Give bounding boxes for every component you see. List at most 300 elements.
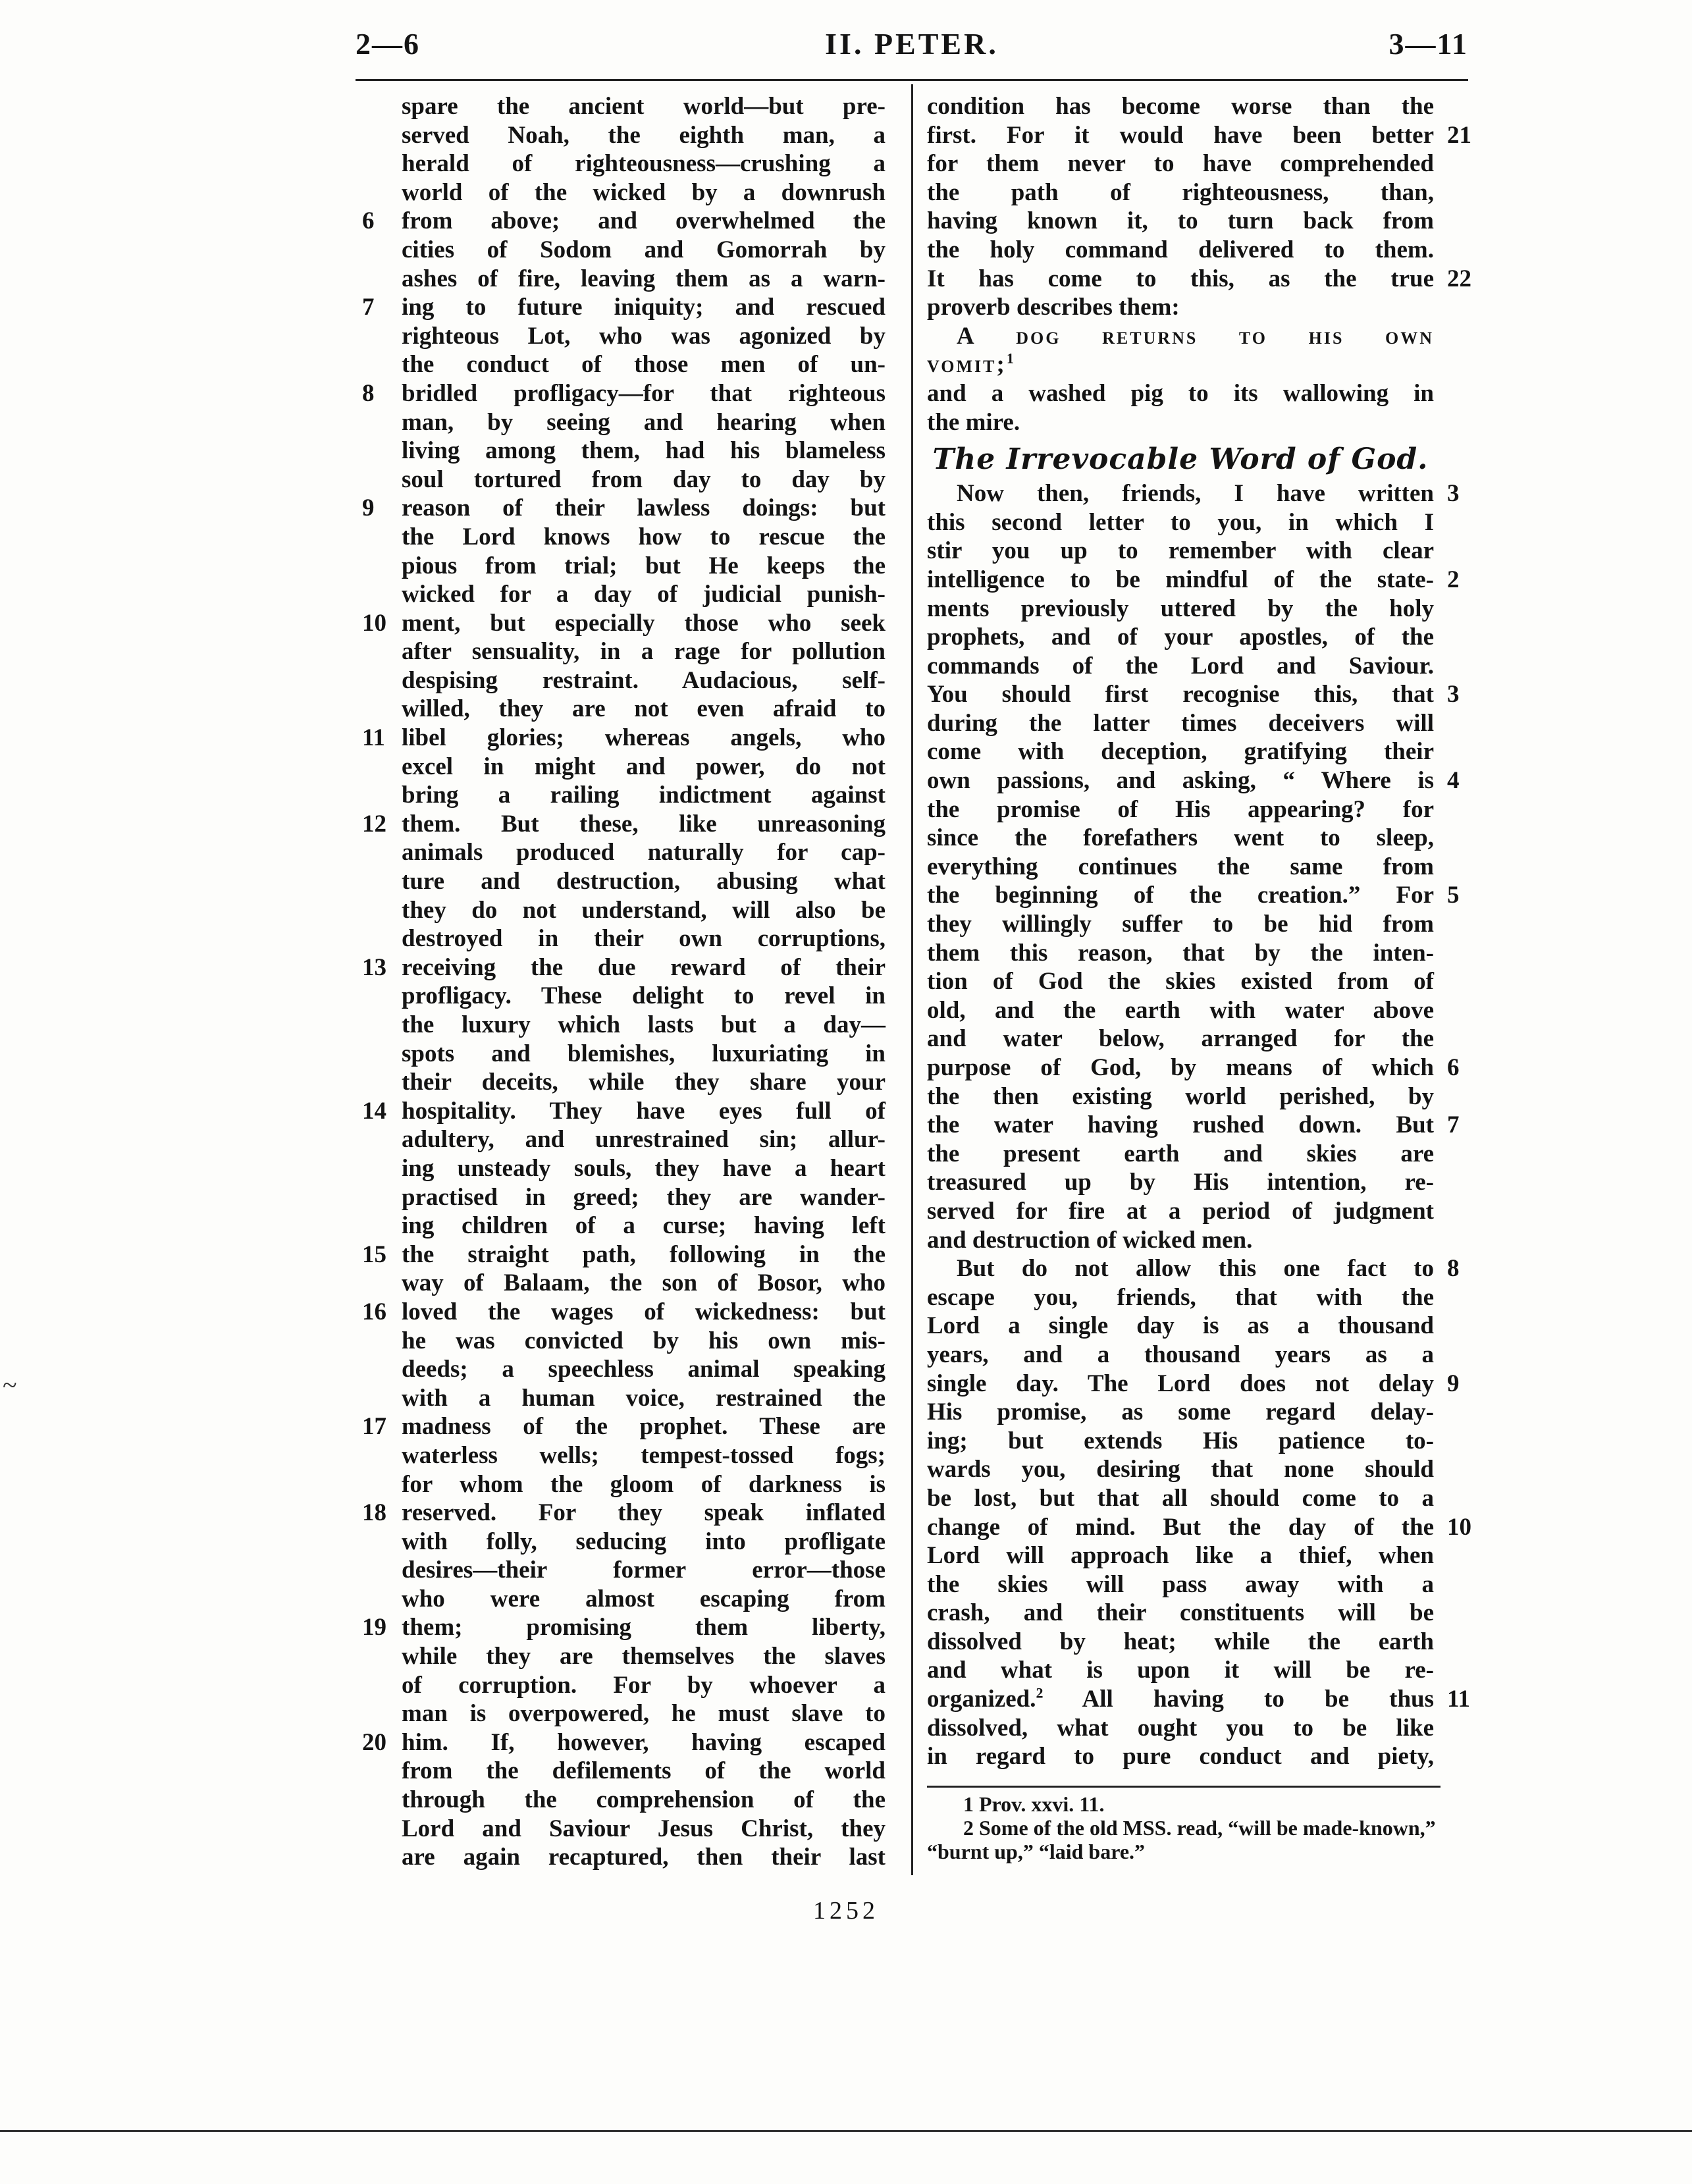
line-text bbox=[402, 149, 886, 178]
line-text bbox=[927, 92, 1434, 121]
line-text bbox=[402, 1355, 886, 1384]
right-text-column bbox=[927, 92, 1471, 1771]
line-text bbox=[927, 1541, 1434, 1570]
line-text bbox=[402, 552, 886, 581]
verse-number: 20 bbox=[362, 1728, 386, 1756]
line-text bbox=[927, 766, 1434, 795]
line-text-part: ment, but especially those who seek bbox=[402, 609, 886, 637]
line-text-part: during the latter times deceivers will bbox=[927, 709, 1434, 737]
verse-number: 18 bbox=[362, 1499, 386, 1527]
line-text bbox=[402, 1613, 886, 1642]
line-text-part: spare the ancient world—but pre- bbox=[402, 93, 886, 120]
line-text bbox=[402, 265, 886, 294]
line-text-part: while they are themselves the slaves bbox=[402, 1643, 886, 1670]
line-text bbox=[927, 1714, 1434, 1743]
verse-number: 6 bbox=[362, 207, 375, 235]
text-line bbox=[927, 508, 1434, 537]
line-text-part: them this reason, that by the inten- bbox=[927, 939, 1434, 967]
line-text bbox=[927, 623, 1434, 652]
line-text-part: You should first recognise this, that bbox=[927, 681, 1434, 708]
text-line bbox=[927, 1484, 1434, 1513]
line-text bbox=[927, 1685, 1434, 1714]
line-text-part: for them never to have comprehended bbox=[927, 150, 1434, 178]
text-line bbox=[402, 666, 886, 695]
line-text bbox=[927, 1742, 1434, 1771]
line-text-part: man is overpowered, he must slave to bbox=[402, 1700, 886, 1728]
verse-number: 10 bbox=[1447, 1513, 1471, 1541]
line-text-part: bridled profligacy—for that righteous bbox=[402, 379, 886, 407]
line-text bbox=[927, 1111, 1434, 1140]
text-line bbox=[927, 853, 1434, 882]
footnote: 2 Some of the old MSS. read, “will be made-known,” “burnt up,” “laid bare.” bbox=[927, 1816, 1436, 1863]
line-text-part: receiving the due reward of their bbox=[402, 953, 886, 981]
line-text bbox=[402, 580, 886, 609]
line-text-part: A dog returns to his own bbox=[957, 322, 1434, 350]
line-text bbox=[402, 1585, 886, 1614]
line-text-part: bring a railing indictment against bbox=[402, 782, 886, 809]
line-text-part: willed, they are not even afraid to bbox=[402, 695, 886, 723]
text-line bbox=[402, 838, 886, 867]
text-line bbox=[402, 1757, 886, 1786]
text-line bbox=[927, 322, 1434, 351]
line-text-part: after sensuality, in a rage for pollution bbox=[402, 638, 886, 666]
text-line bbox=[927, 1427, 1434, 1456]
text-line bbox=[402, 1068, 886, 1097]
line-text bbox=[402, 953, 886, 982]
chapter-verse-end: 3—11 bbox=[1388, 27, 1468, 61]
text-line bbox=[927, 408, 1434, 437]
page-number: 1252 bbox=[813, 1897, 879, 1925]
verse-number: 11 bbox=[362, 724, 385, 752]
verse-number: 9 bbox=[362, 494, 375, 522]
line-text bbox=[402, 523, 886, 552]
text-line bbox=[927, 236, 1434, 265]
header-rule bbox=[356, 79, 1468, 81]
line-text-part: single day. The Lord does not delay bbox=[927, 1370, 1434, 1397]
line-text-part: the holy command delivered to them. bbox=[927, 236, 1434, 263]
text-line bbox=[927, 1341, 1434, 1370]
line-text-part: dissolved by heat; while the earth bbox=[927, 1628, 1434, 1655]
right-column-top bbox=[927, 92, 1471, 437]
text-line bbox=[402, 1470, 886, 1499]
line-text bbox=[402, 1556, 886, 1585]
line-text-part: dissolved, what ought you to be like bbox=[927, 1714, 1434, 1742]
line-text bbox=[402, 408, 886, 437]
text-line bbox=[927, 595, 1434, 624]
line-text bbox=[927, 1053, 1434, 1082]
line-text-part: and water below, arranged for the bbox=[927, 1025, 1434, 1053]
text-line bbox=[362, 1613, 886, 1642]
text-line bbox=[402, 1699, 886, 1728]
text-line bbox=[362, 1499, 886, 1528]
line-text bbox=[402, 753, 886, 782]
line-text-part: ing to future iniquity; and rescued bbox=[402, 294, 886, 321]
line-text bbox=[402, 379, 886, 408]
text-line bbox=[362, 609, 886, 638]
line-text-part: It has come to this, as the true bbox=[927, 265, 1434, 292]
line-text-part: ing unsteady souls, they have a heart bbox=[402, 1154, 886, 1182]
line-text bbox=[927, 207, 1434, 236]
right-column-bottom bbox=[927, 479, 1471, 1771]
line-text bbox=[402, 466, 886, 494]
line-text bbox=[402, 1240, 886, 1269]
line-text-part: escape you, friends, that with the bbox=[927, 1283, 1434, 1311]
text-line bbox=[402, 178, 886, 207]
line-text-part: the conduct of those men of un- bbox=[402, 351, 886, 379]
column-divider bbox=[911, 84, 913, 1875]
line-text-part: having known it, to turn back from bbox=[927, 207, 1434, 235]
line-text-part: soul tortured from day to day by bbox=[402, 466, 886, 493]
text-line bbox=[362, 1412, 886, 1441]
verse-number: 12 bbox=[362, 810, 386, 838]
line-text bbox=[927, 1570, 1434, 1599]
text-line bbox=[927, 121, 1471, 150]
text-line bbox=[927, 1656, 1434, 1685]
text-line bbox=[927, 1140, 1434, 1169]
text-line bbox=[927, 1684, 1470, 1714]
line-text bbox=[402, 1040, 886, 1069]
line-text-part: first. For it would have been better bbox=[927, 121, 1434, 149]
text-line bbox=[927, 1226, 1434, 1255]
text-line bbox=[927, 623, 1434, 652]
line-text bbox=[927, 408, 1434, 437]
text-line bbox=[402, 265, 886, 294]
line-text-part: old, and the earth with water above bbox=[927, 996, 1434, 1024]
line-text-part: him. If, however, having escaped bbox=[402, 1728, 886, 1756]
text-line bbox=[927, 680, 1460, 709]
line-text-part: purpose of God, by means of which bbox=[927, 1054, 1434, 1081]
text-line bbox=[362, 494, 886, 523]
line-text bbox=[927, 1513, 1434, 1542]
line-text bbox=[927, 652, 1434, 681]
line-text bbox=[402, 609, 886, 638]
line-text bbox=[927, 737, 1434, 766]
text-line bbox=[927, 1455, 1434, 1484]
line-text bbox=[927, 479, 1434, 508]
line-text-part: them; promising them liberty, bbox=[402, 1614, 886, 1641]
line-text bbox=[927, 537, 1434, 566]
line-text bbox=[927, 178, 1434, 207]
text-line bbox=[402, 637, 886, 666]
line-text bbox=[402, 637, 886, 666]
line-text-part: the straight path, following in the bbox=[402, 1240, 886, 1268]
text-line bbox=[927, 265, 1471, 294]
line-text-part: from above; and overwhelmed the bbox=[402, 207, 886, 235]
line-text-part: the water having rushed down. But bbox=[927, 1111, 1434, 1139]
text-line bbox=[402, 1183, 886, 1212]
line-text-part: All having to be thus bbox=[1043, 1686, 1434, 1713]
line-text bbox=[927, 1226, 1434, 1255]
line-text bbox=[402, 1815, 886, 1844]
line-text bbox=[402, 1183, 886, 1212]
line-text-part: this second letter to you, in which I bbox=[927, 508, 1434, 536]
text-line bbox=[402, 1212, 886, 1240]
verse-number: 17 bbox=[362, 1413, 386, 1441]
text-line bbox=[402, 408, 886, 437]
line-text-part: treasured up by His intention, re- bbox=[927, 1169, 1434, 1196]
text-line bbox=[927, 996, 1434, 1025]
line-text-part: living among them, had his blameless bbox=[402, 437, 886, 465]
line-text-part: the skies will pass away with a bbox=[927, 1570, 1434, 1598]
text-line bbox=[927, 652, 1434, 681]
line-text bbox=[402, 896, 886, 925]
text-line bbox=[927, 1570, 1434, 1599]
line-text-part: world of the wicked by a downrush bbox=[402, 178, 886, 206]
line-text bbox=[402, 1097, 886, 1126]
text-line bbox=[402, 753, 886, 782]
line-text bbox=[402, 1154, 886, 1183]
line-text-part: despising restraint. Audacious, self- bbox=[402, 666, 886, 694]
line-text-part: they do not understand, will also be bbox=[402, 896, 886, 924]
line-text-part: the promise of His appearing? for bbox=[927, 795, 1434, 823]
text-line bbox=[927, 1628, 1434, 1657]
line-text-part: excel in might and power, do not bbox=[402, 753, 886, 780]
line-text bbox=[402, 92, 886, 121]
line-text-part: hospitality. They have eyes full of bbox=[402, 1097, 886, 1125]
text-line bbox=[927, 92, 1434, 121]
line-text bbox=[927, 1484, 1434, 1513]
text-line bbox=[927, 910, 1434, 939]
text-line bbox=[402, 1355, 886, 1384]
line-text-part: the luxury which lasts but a day— bbox=[402, 1011, 886, 1038]
line-text bbox=[402, 1757, 886, 1786]
text-line bbox=[362, 1728, 886, 1757]
line-text-part: destroyed in their own corruptions, bbox=[402, 925, 886, 953]
line-text-part: for whom the gloom of darkness is bbox=[402, 1470, 886, 1498]
line-text bbox=[402, 1327, 886, 1356]
line-text-part: years, and a thousand years as a bbox=[927, 1341, 1434, 1368]
line-text bbox=[927, 1025, 1434, 1053]
line-text-part: the mire. bbox=[927, 408, 1020, 436]
line-text-part: Lord and Saviour Jesus Christ, they bbox=[402, 1815, 886, 1842]
line-text-part: are again recaptured, then their last bbox=[402, 1844, 886, 1871]
line-text-part: profligacy. These delight to revel in bbox=[402, 982, 886, 1010]
line-text bbox=[927, 1341, 1434, 1370]
text-line bbox=[402, 466, 886, 494]
line-text bbox=[402, 121, 886, 150]
verse-number: 13 bbox=[362, 953, 386, 981]
text-line bbox=[927, 178, 1434, 207]
text-line bbox=[402, 1556, 886, 1585]
line-text bbox=[927, 709, 1434, 738]
text-line bbox=[402, 896, 886, 925]
line-text bbox=[402, 1212, 886, 1240]
margin-mark: ~ bbox=[3, 1370, 17, 1400]
line-text-part: the path of righteousness, than, bbox=[927, 178, 1434, 206]
footnotes bbox=[927, 1792, 1480, 1863]
line-text bbox=[927, 1082, 1434, 1111]
line-text bbox=[402, 695, 886, 724]
text-line bbox=[402, 1125, 886, 1154]
footnote: 1 Prov. xxvi. 11. bbox=[963, 1792, 1105, 1816]
line-text-part: tion of God the skies existed from of bbox=[927, 968, 1434, 996]
text-line bbox=[402, 695, 886, 724]
line-text bbox=[402, 1728, 886, 1757]
line-text bbox=[402, 1412, 886, 1441]
line-text-part: served Noah, the eighth man, a bbox=[402, 121, 886, 149]
verse-number: 4 bbox=[1447, 767, 1460, 795]
verse-number: 9 bbox=[1447, 1370, 1460, 1397]
text-line bbox=[927, 1370, 1460, 1398]
text-line bbox=[927, 1398, 1434, 1427]
text-line bbox=[927, 293, 1434, 322]
text-line bbox=[362, 1298, 886, 1327]
line-text bbox=[402, 322, 886, 351]
text-line bbox=[362, 724, 886, 753]
line-text bbox=[927, 1197, 1434, 1226]
text-line bbox=[927, 1513, 1471, 1542]
text-line bbox=[927, 1082, 1434, 1111]
line-text bbox=[927, 1312, 1434, 1341]
text-line bbox=[362, 207, 886, 236]
line-text-part: who were almost escaping from bbox=[402, 1585, 886, 1612]
line-text-part: madness of the prophet. These are bbox=[402, 1413, 886, 1441]
line-text-part: animals produced naturally for cap- bbox=[402, 839, 886, 866]
line-text-part: pious from trial; but He keeps the bbox=[402, 552, 886, 579]
verse-number: 2 bbox=[1447, 566, 1460, 593]
line-text-part: and a washed pig to its wallowing in bbox=[927, 379, 1434, 407]
line-text bbox=[927, 149, 1434, 178]
text-line bbox=[927, 766, 1460, 795]
text-line bbox=[402, 1786, 886, 1815]
line-text-part: the then existing world perished, by bbox=[927, 1082, 1434, 1110]
line-text bbox=[402, 1843, 886, 1872]
line-text-part: spots and blemishes, luxuriating in bbox=[402, 1040, 886, 1067]
text-line bbox=[402, 1843, 886, 1872]
verse-number: 16 bbox=[362, 1298, 386, 1325]
line-text bbox=[927, 350, 1434, 379]
text-line bbox=[402, 867, 886, 896]
line-text-part: ing children of a curse; having left bbox=[402, 1212, 886, 1240]
line-text-part: proverb describes them: bbox=[927, 294, 1180, 321]
text-line bbox=[927, 350, 1434, 379]
line-text-part: Now then, friends, I have written bbox=[957, 480, 1434, 508]
line-text bbox=[402, 178, 886, 207]
line-text bbox=[402, 1470, 886, 1499]
text-line bbox=[927, 881, 1460, 910]
text-line bbox=[927, 824, 1434, 853]
line-text-part: the beginning of the creation.” For bbox=[927, 882, 1434, 909]
verse-number: 15 bbox=[362, 1240, 386, 1268]
verse-number: 3 bbox=[1447, 681, 1460, 708]
text-line bbox=[402, 580, 886, 609]
line-text-part: herald of righteousness—crushing a bbox=[402, 150, 886, 178]
line-text-part: the Lord knows how to rescue the bbox=[402, 523, 886, 550]
line-text bbox=[927, 910, 1434, 939]
line-text bbox=[927, 1370, 1434, 1398]
line-text bbox=[402, 437, 886, 466]
line-text-part: condition has become worse than the bbox=[927, 93, 1434, 120]
verse-number: 19 bbox=[362, 1614, 386, 1641]
line-text-part: everything continues the same from bbox=[927, 853, 1434, 880]
text-line bbox=[402, 350, 886, 379]
line-text bbox=[927, 1254, 1434, 1283]
line-text bbox=[927, 1168, 1434, 1197]
text-line bbox=[402, 1815, 886, 1844]
text-line bbox=[927, 1053, 1460, 1082]
line-text bbox=[927, 824, 1434, 853]
text-line bbox=[927, 207, 1434, 236]
line-text-part: deeds; a speechless animal speaking bbox=[402, 1356, 886, 1383]
text-line bbox=[402, 1384, 886, 1413]
footnote-rule bbox=[927, 1786, 1441, 1788]
line-text bbox=[402, 1068, 886, 1097]
line-text-part: the present earth and skies are bbox=[927, 1140, 1434, 1167]
text-line bbox=[927, 479, 1460, 508]
line-text-part: wards you, desiring that none should bbox=[927, 1456, 1434, 1483]
text-line bbox=[402, 149, 886, 178]
line-text-part: in regard to pure conduct and piety, bbox=[927, 1743, 1434, 1771]
text-line bbox=[362, 953, 886, 982]
text-line bbox=[362, 1097, 886, 1126]
line-text-part: with a human voice, restrained the bbox=[402, 1384, 886, 1412]
line-text bbox=[927, 1140, 1434, 1169]
line-text-part: organized. bbox=[927, 1686, 1036, 1713]
line-text bbox=[402, 666, 886, 695]
line-text-part: and what is upon it will be re- bbox=[927, 1657, 1434, 1684]
text-line bbox=[362, 293, 886, 322]
line-text bbox=[927, 293, 1434, 322]
line-text bbox=[402, 982, 886, 1011]
verse-number: 8 bbox=[362, 379, 375, 407]
line-text bbox=[927, 1628, 1434, 1657]
line-text-part: adultery, and unrestrained sin; allur- bbox=[402, 1126, 886, 1154]
text-line bbox=[927, 1197, 1434, 1226]
text-line bbox=[402, 1642, 886, 1671]
chapter-verse-start: 2—6 bbox=[356, 27, 420, 61]
line-text bbox=[927, 121, 1434, 150]
text-line bbox=[927, 149, 1434, 178]
line-text bbox=[402, 781, 886, 810]
line-text-part: change of mind. But the day of the bbox=[927, 1513, 1434, 1541]
text-line bbox=[927, 379, 1434, 408]
line-text bbox=[402, 1011, 886, 1040]
line-text bbox=[927, 996, 1434, 1025]
text-line bbox=[927, 1599, 1434, 1628]
line-text-part: But do not allow this one fact to bbox=[957, 1255, 1434, 1283]
footnote-ref: 1 bbox=[1006, 350, 1016, 367]
line-text bbox=[402, 867, 886, 896]
text-line bbox=[402, 121, 886, 150]
line-text bbox=[402, 236, 886, 265]
line-text bbox=[402, 1298, 886, 1327]
line-text-part: reserved. For they speak inflated bbox=[402, 1499, 886, 1527]
line-text-part: waterless wells; tempest-tossed fogs; bbox=[402, 1441, 886, 1469]
text-line bbox=[402, 236, 886, 265]
text-line bbox=[402, 1671, 886, 1700]
line-text bbox=[927, 1283, 1434, 1312]
line-text bbox=[927, 595, 1434, 624]
line-text-part: cities of Sodom and Gomorrah by bbox=[402, 236, 886, 263]
line-text bbox=[402, 1269, 886, 1298]
line-text bbox=[927, 1656, 1434, 1685]
text-line bbox=[927, 566, 1460, 595]
line-text-part: he was convicted by his own mis- bbox=[402, 1327, 886, 1354]
line-text-part: desires—their former error—those bbox=[402, 1557, 886, 1584]
line-text bbox=[402, 1441, 886, 1470]
verse-number: 7 bbox=[362, 294, 375, 321]
text-line bbox=[402, 1011, 886, 1040]
line-text bbox=[927, 853, 1434, 882]
verse-number: 6 bbox=[1447, 1054, 1460, 1081]
left-text-column bbox=[362, 92, 886, 1872]
line-text-part: ing; but extends His patience to- bbox=[927, 1427, 1434, 1454]
line-text bbox=[927, 1427, 1434, 1456]
text-line bbox=[927, 1254, 1460, 1283]
line-text bbox=[927, 379, 1434, 408]
text-line bbox=[927, 1541, 1434, 1570]
line-text bbox=[402, 724, 886, 753]
